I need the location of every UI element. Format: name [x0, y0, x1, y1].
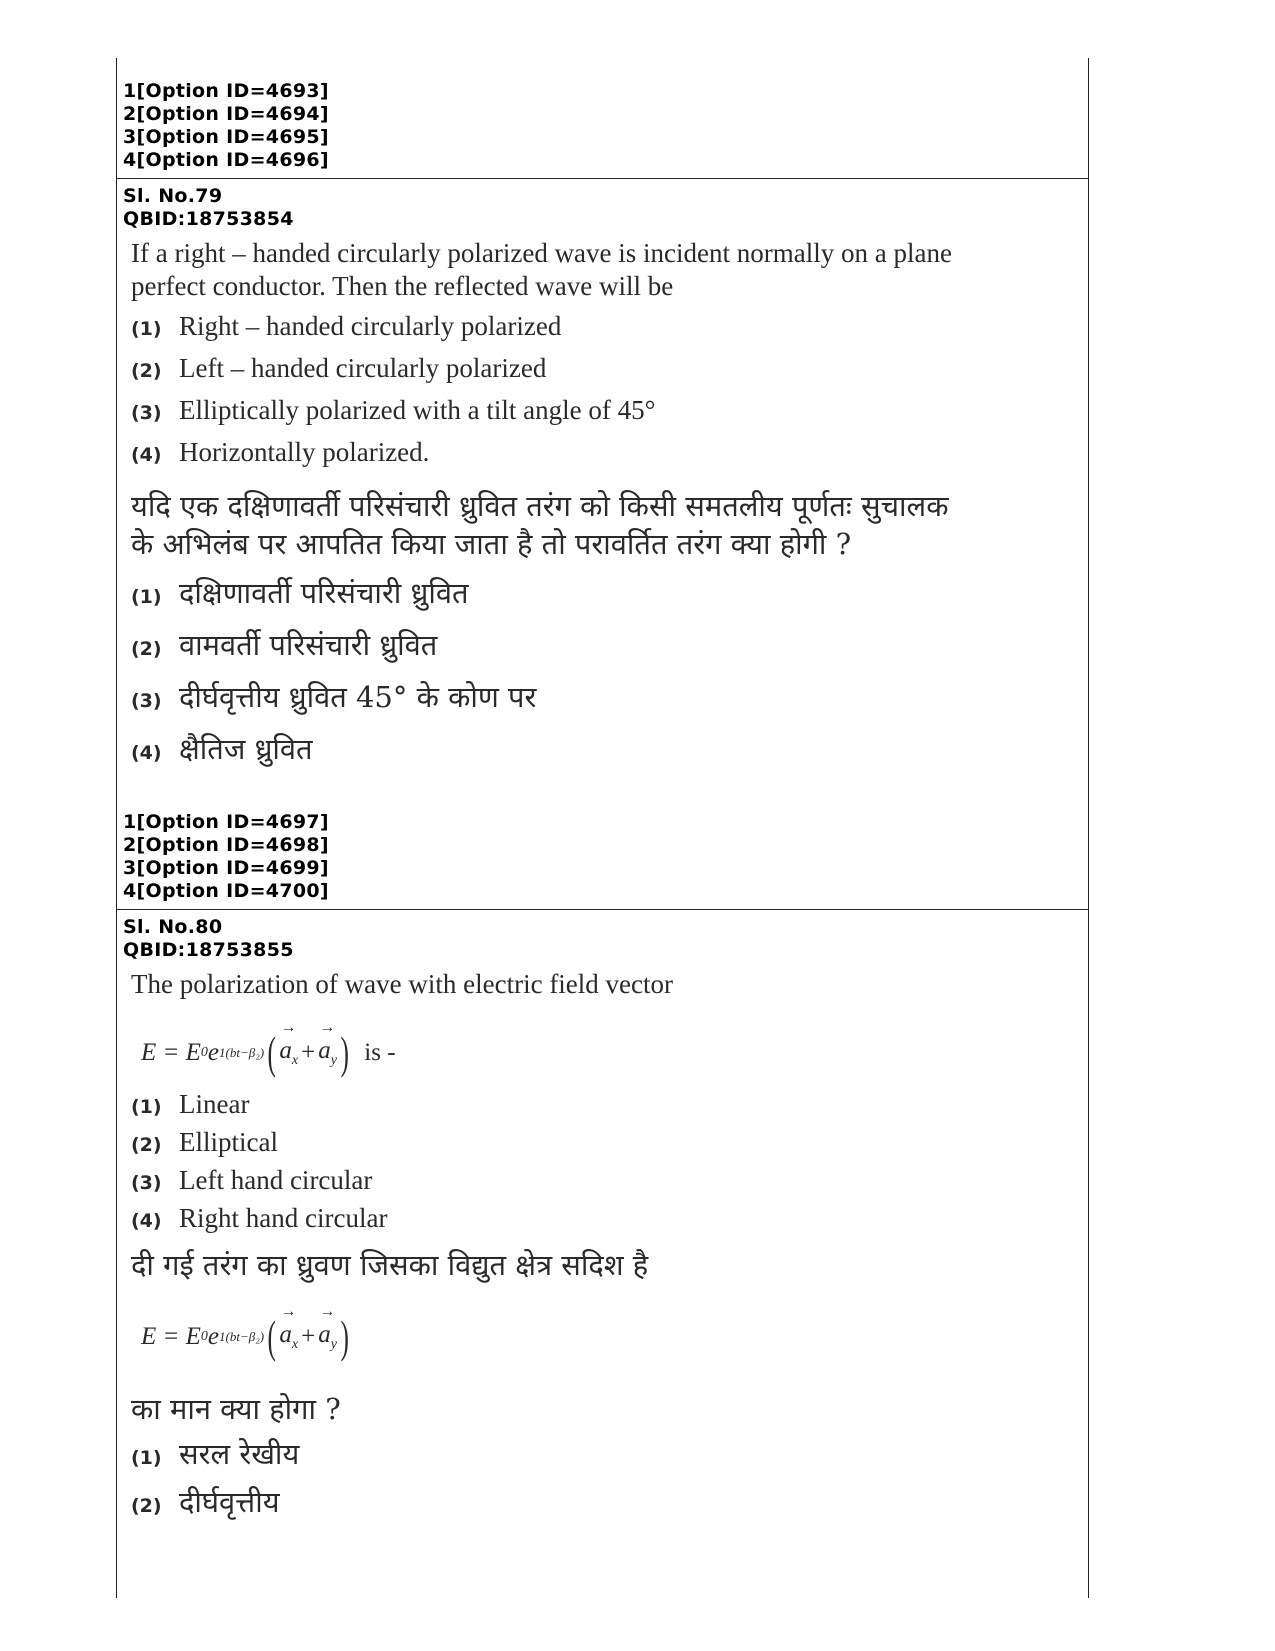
option-number: (2)	[131, 1495, 162, 1517]
option-id: 1[Option ID=4697]	[123, 811, 329, 833]
vector-symbol: a	[279, 1321, 292, 1348]
unit-vector-y	[318, 1321, 337, 1353]
option-hindi	[131, 573, 1088, 625]
question-stem-english: The polarization of wave with electric field vector	[131, 969, 674, 999]
option-hindi	[131, 677, 1088, 729]
option-text: Right – handed circularly polarized	[179, 311, 562, 341]
option-hindi	[131, 625, 1088, 677]
electric-field-formula	[141, 1023, 1088, 1083]
vector-subscript: y	[330, 1053, 337, 1068]
vector-symbol: a	[318, 1037, 331, 1064]
option-number: (1)	[131, 318, 162, 340]
formula-exponential: e	[207, 1039, 220, 1066]
formula-lhs: E = E	[141, 1039, 201, 1066]
option-id: 3[Option ID=4699]	[123, 857, 329, 879]
question-79	[117, 179, 1088, 910]
right-parenthesis: )	[340, 1311, 349, 1362]
option-english	[131, 1127, 1088, 1165]
option-english	[131, 311, 1088, 353]
option-number: (2)	[131, 360, 162, 382]
prev-option-ids	[117, 58, 1088, 179]
option-text: Right hand circular	[179, 1203, 388, 1233]
option-number: (1)	[131, 1096, 162, 1118]
option-text: दीर्घवृत्तीय ध्रुवित 45° के कोण पर	[179, 680, 537, 714]
option-number: (4)	[131, 742, 162, 764]
option-english	[131, 1203, 1088, 1241]
option-english	[131, 395, 1088, 437]
serial-number: Sl. No.80	[123, 916, 223, 938]
option-id: 2[Option ID=4694]	[123, 103, 329, 125]
formula-exponent: 1(bt−β₂)	[219, 1329, 265, 1344]
formula-exponent: 1(bt−β₂)	[219, 1045, 265, 1060]
option-number: (2)	[131, 638, 162, 660]
right-parenthesis: )	[340, 1027, 349, 1078]
unit-vector-x	[279, 1321, 298, 1353]
option-text: Elliptically polarized with a tilt angle of 45°	[179, 395, 656, 425]
option-text: Linear	[179, 1089, 250, 1119]
vector-subscript: x	[291, 1053, 299, 1068]
plus-sign: +	[301, 1323, 316, 1350]
option-english	[131, 353, 1088, 395]
formula-subscript: 0	[200, 1045, 208, 1060]
option-number: (3)	[131, 690, 162, 712]
option-english	[131, 1165, 1088, 1203]
left-parenthesis: (	[267, 1311, 276, 1362]
option-id: 1[Option ID=4693]	[123, 80, 329, 102]
option-id: 3[Option ID=4695]	[123, 126, 329, 148]
question-sheet	[116, 58, 1089, 1598]
question-stem-hindi-continued: का मान क्या होगा ?	[131, 1392, 341, 1426]
option-text: वामवर्ती परिसंचारी ध्रुवित	[179, 628, 438, 662]
option-english	[131, 437, 1088, 479]
option-hindi	[131, 1434, 1088, 1482]
left-parenthesis: (	[267, 1027, 276, 1078]
option-hindi	[131, 1482, 1088, 1530]
option-text: Horizontally polarized.	[179, 437, 430, 467]
question-stem-hindi: यदि एक दक्षिणावर्ती परिसंचारी ध्रुवित तरंग को किसी समतलीय पूर्णतः सुचालक के अभिलंब पर आपतित किया जाता है तो परावर्तित तरंग क्या होगी ?	[131, 489, 949, 561]
option-id: 2[Option ID=4698]	[123, 834, 329, 856]
question-stem-english: If a right – handed circularly polarized wave is incident normally on a plane perfect conductor. Then the reflected wave will be	[131, 238, 952, 301]
formula-suffix: is -	[364, 1039, 396, 1066]
option-text: Elliptical	[179, 1127, 278, 1157]
option-text: क्षैतिज ध्रुवित	[179, 732, 313, 766]
question-stem-hindi: दी गई तरंग का ध्रुवण जिसका विद्युत क्षेत्र सदिश है	[131, 1248, 649, 1282]
vector-symbol: a	[279, 1037, 292, 1064]
option-text: दक्षिणावर्ती परिसंचारी ध्रुवित	[179, 576, 469, 610]
option-id: 4[Option ID=4700]	[123, 880, 329, 902]
plus-sign: +	[301, 1039, 316, 1066]
option-id: 4[Option ID=4696]	[123, 149, 329, 171]
vector-subscript: y	[330, 1337, 337, 1352]
option-text: दीर्घवृत्तीय	[179, 1485, 280, 1519]
option-number: (1)	[131, 1447, 162, 1469]
option-number: (1)	[131, 586, 162, 608]
unit-vector-y	[318, 1037, 337, 1069]
vector-symbol: a	[318, 1321, 331, 1348]
option-number: (3)	[131, 1172, 162, 1194]
formula-exponential: e	[207, 1323, 220, 1350]
option-number: (2)	[131, 1134, 162, 1156]
option-text: Left hand circular	[179, 1165, 373, 1195]
option-english	[131, 1089, 1088, 1127]
question-bank-id: QBID:18753854	[123, 208, 294, 230]
question-80	[117, 910, 1088, 1530]
option-number: (4)	[131, 1210, 162, 1232]
question-bank-id: QBID:18753855	[123, 939, 294, 961]
option-text: सरल रेखीय	[179, 1437, 300, 1471]
formula-subscript: 0	[200, 1329, 208, 1344]
option-text: Left – handed circularly polarized	[179, 353, 547, 383]
serial-number: Sl. No.79	[123, 185, 223, 207]
option-number: (3)	[131, 402, 162, 424]
vector-subscript: x	[291, 1337, 299, 1352]
option-hindi	[131, 729, 1088, 781]
electric-field-formula-hindi	[141, 1307, 1088, 1367]
formula-lhs: E = E	[141, 1323, 201, 1350]
option-number: (4)	[131, 444, 162, 466]
unit-vector-x	[279, 1037, 298, 1069]
